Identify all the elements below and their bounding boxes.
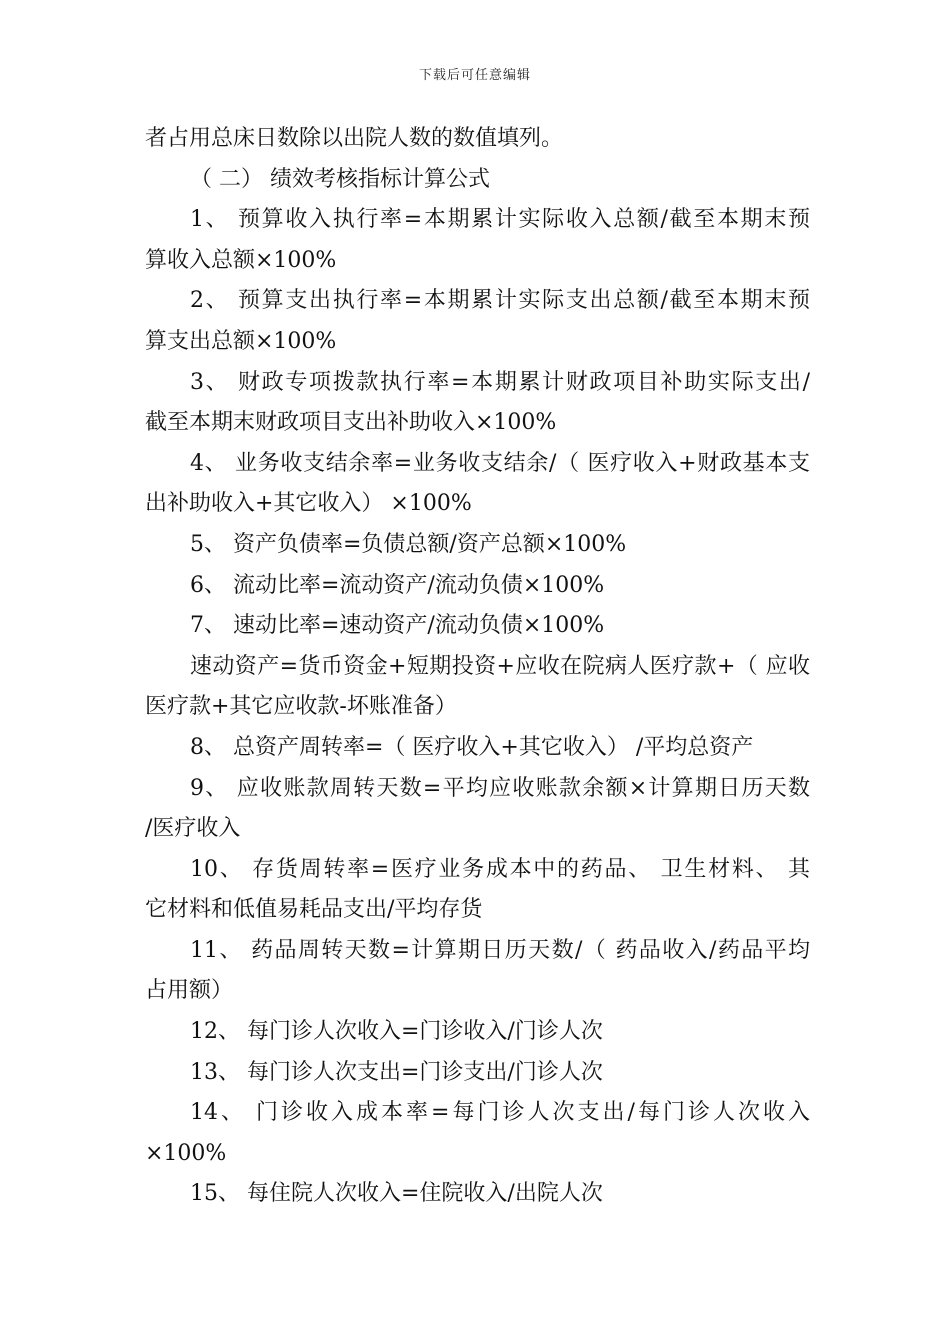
- text-line: 2、 预算支出执行率=本期累计实际支出总额/截至本期末预: [190, 288, 810, 314]
- text-line: 8、 总资产周转率=（ 医疗收入+其它收入） /平均总资产: [190, 734, 754, 760]
- text-line: 1、 预算收入执行率=本期累计实际收入总额/截至本期末预: [190, 207, 810, 233]
- text-line: 算收入总额×100%: [145, 247, 337, 273]
- page-header: 下载后可任意编辑: [418, 68, 531, 83]
- text-line: /医疗收入: [145, 816, 241, 842]
- text-line: 6、 流动比率=流动资产/流动负债×100%: [190, 572, 605, 598]
- text-line: 7、 速动比率=速动资产/流动负债×100%: [190, 613, 605, 639]
- text-line: 5、 资产负债率=负债总额/资产总额×100%: [190, 531, 627, 557]
- document-body: [145, 119, 810, 1215]
- text-line: 9、 应收账款周转天数=平均应收账款余额×计算期日历天数: [190, 775, 810, 801]
- text-line: 截至本期末财政项目支出补助收入×100%: [145, 410, 557, 436]
- text-line: 15、 每住院人次收入=住院收入/出院人次: [190, 1181, 603, 1207]
- text-line: （ 二） 绩效考核指标计算公式: [190, 166, 490, 192]
- text-line: 11、 药品周转天数=计算期日历天数/（ 药品收入/药品平均: [190, 937, 810, 963]
- text-line: 者占用总床日数除以出院人数的数值填列。: [145, 126, 564, 151]
- text-line: 13、 每门诊人次支出=门诊支出/门诊人次: [190, 1059, 603, 1085]
- text-line: 10、 存货周转率=医疗业务成本中的药品、 卫生材料、 其: [190, 856, 810, 882]
- text-line: 它材料和低值易耗品支出/平均存货: [145, 897, 483, 923]
- text-line: 3、 财政专项拨款执行率=本期累计财政项目补助实际支出/: [190, 369, 810, 395]
- text-line: 速动资产=货币资金+短期投资+应收在院病人医疗款+（ 应收: [190, 653, 810, 679]
- text-line: ×100%: [145, 1140, 227, 1166]
- text-line: 算支出总额×100%: [145, 328, 337, 354]
- text-line: 14、 门诊收入成本率=每门诊人次支出/每门诊人次收入: [190, 1100, 810, 1126]
- text-line: 占用额）: [145, 978, 234, 1004]
- text-line: 4、 业务收支结余率=业务收支结余/（ 医疗收入+财政基本支: [190, 450, 810, 476]
- text-line: 12、 每门诊人次收入=门诊收入/门诊人次: [190, 1019, 603, 1045]
- text-line: 出补助收入+其它收入） ×100%: [145, 491, 472, 517]
- text-line: 医疗款+其它应收款-坏账准备）: [145, 694, 457, 720]
